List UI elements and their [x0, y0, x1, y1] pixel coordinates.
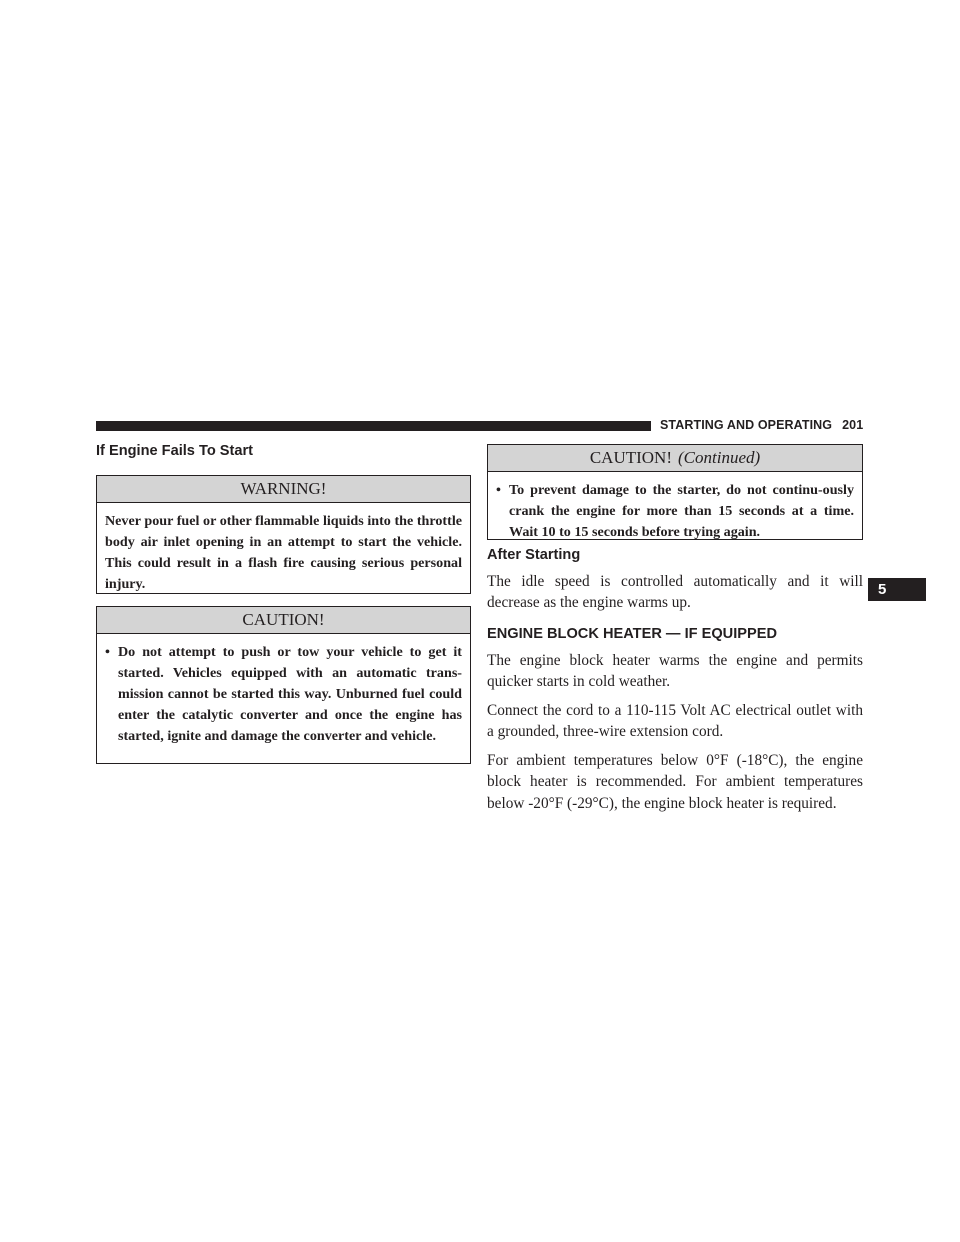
caution-box	[96, 606, 471, 764]
caution-continued-text: To prevent damage to the starter, do not continu-ously crank the engine for more than 15 seconds at a time. Wait 10 to 15 seconds before trying again.	[509, 482, 854, 540]
caution-title: CAUTION!	[97, 607, 470, 634]
page-number: 201	[842, 418, 864, 432]
warning-title: WARNING!	[97, 476, 470, 503]
bullet-icon: •	[496, 482, 501, 498]
after-starting-text: The idle speed is controlled automatically and it will decrease as the engine warms up.	[487, 573, 863, 612]
caution-bullet-item	[105, 642, 462, 747]
caution-continued-title: CAUTION! (Continued)	[488, 445, 862, 472]
section-title: STARTING AND OPERATING	[660, 418, 833, 432]
chapter-tab: 5	[868, 578, 926, 601]
block-heater-para-1: The engine block heater warms the engine and permits quicker starts in cold weather.	[487, 652, 863, 691]
running-header	[660, 418, 863, 432]
warning-box	[96, 475, 471, 594]
header-rule	[96, 421, 651, 431]
block-heater-para-3: For ambient temperatures below 0°F (-18°C), the engine block heater is recommended. For ambient temperatures below -20°F (-29°C), the engine block heater is required.	[487, 752, 863, 812]
caution-continued-box	[487, 444, 863, 540]
block-heater-para-2: Connect the cord to a 110-115 Volt AC electrical outlet with a grounded, three-wire extension cord.	[487, 702, 863, 741]
caution-continued-bullet-item	[496, 480, 854, 543]
caution-text: Do not attempt to push or tow your vehicle to get it started. Vehicles equipped with an automatic trans-mission cannot be started this way. Unburned fuel could enter the catalytic converter and once the engine has started, ignite and damage the converter and vehicle.	[118, 644, 462, 744]
heading-block-heater: ENGINE BLOCK HEATER — IF EQUIPPED	[487, 626, 778, 642]
heading-engine-fails: If Engine Fails To Start	[96, 443, 254, 459]
continued-label: (Continued)	[678, 448, 761, 467]
warning-text: Never pour fuel or other flammable liquids into the throttle body air inlet opening in an attempt to start the vehicle. This could result in a flash fire causing serious personal injury.	[105, 513, 462, 592]
heading-after-starting: After Starting	[487, 547, 581, 563]
bullet-icon: •	[105, 644, 110, 660]
